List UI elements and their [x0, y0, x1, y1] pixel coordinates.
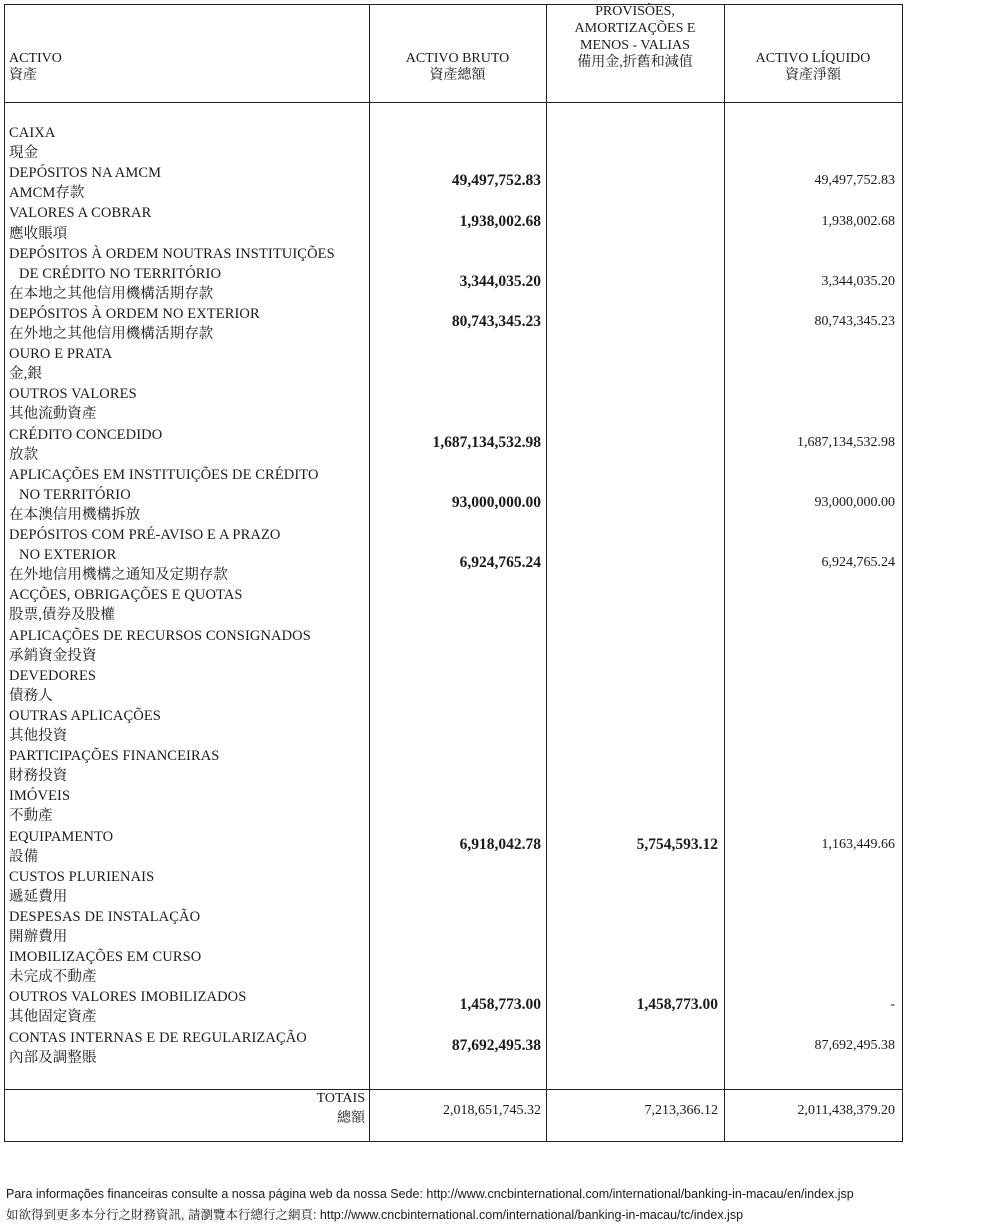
activo-bruto-value: 3,344,035.20 — [459, 272, 541, 290]
header-activo-zh: 資產 — [9, 68, 37, 83]
header-divider — [5, 102, 902, 103]
activo-liquido-value: 93,000,000.00 — [814, 494, 895, 510]
account-label-line: 其他投資 — [9, 728, 68, 744]
account-label-line: IMÓVEIS — [9, 788, 71, 805]
account-label-line: CUSTOS PLURIENAIS — [9, 868, 155, 885]
account-label-line: 不動產 — [9, 808, 53, 825]
account-label-line: NO EXTERIOR — [19, 547, 117, 564]
header-bruto-zh: 資產總額 — [429, 68, 486, 83]
account-label-line: OUTROS VALORES — [9, 386, 137, 403]
header-prov-zh: 備用金,折舊和減值 — [577, 55, 693, 70]
account-label-line: CRÉDITO CONCEDIDO — [9, 426, 163, 443]
totals-divider — [5, 1089, 902, 1090]
account-label-line: 現金 — [9, 145, 39, 162]
activo-bruto-value: 1,687,134,532.98 — [432, 433, 541, 451]
account-label-line: 在外地之其他信用機構活期存款 — [9, 326, 214, 342]
provisoes-value: 1,458,773.00 — [636, 996, 718, 1014]
account-label-line: 開辦費用 — [9, 929, 68, 945]
activo-bruto-value: 87,692,495.38 — [451, 1036, 541, 1054]
totals-label-pt: TOTAIS — [316, 1091, 365, 1106]
account-label-line: 債務人 — [9, 687, 53, 704]
header-activo-bruto — [369, 50, 546, 84]
activo-liquido-value: 80,743,345.23 — [814, 314, 895, 329]
account-label-line: 內部及調整賬 — [9, 1049, 97, 1066]
account-label-line: CAIXA — [9, 125, 56, 141]
activo-bruto-value: 1,938,002.68 — [459, 212, 541, 230]
header-liquido-pt: ACTIVO LÍQUIDO — [755, 51, 871, 66]
header-bruto-pt: ACTIVO BRUTO — [405, 51, 510, 66]
activo-liquido-value: 49,497,752.83 — [814, 173, 895, 189]
activo-liquido-value: 1,687,134,532.98 — [797, 434, 895, 450]
total-activo-liquido: 2,011,438,379.20 — [797, 1103, 895, 1118]
header-prov-pt-1: PROVISÕES, — [595, 4, 675, 19]
footer-line-pt: Para informações financeiras consulte a nossa página web da nossa Sede: http://www.cncbinternational.com/international/banking-in-macau/en/index.jsp — [6, 1187, 854, 1201]
footer-note — [6, 1184, 854, 1226]
total-activo-bruto: 2,018,651,745.32 — [443, 1103, 541, 1118]
header-provisoes — [546, 3, 724, 71]
account-label-line: 財務投資 — [9, 768, 68, 785]
account-label-line: DE CRÉDITO NO TERRITÓRIO — [19, 265, 222, 282]
header-prov-pt-3: MENOS - VALIAS — [580, 38, 690, 53]
account-label-line: ACÇÕES, OBRIGAÇÕES E QUOTAS — [9, 587, 243, 604]
activo-liquido-value: 87,692,495.38 — [814, 1037, 895, 1053]
account-label-line: DEPÓSITOS COM PRÉ-AVISO E A PRAZO — [9, 527, 281, 543]
account-label-line: APLICAÇÕES EM INSTITUIÇÕES DE CRÉDITO — [9, 466, 319, 483]
account-label-line: 其他流動資產 — [9, 406, 97, 423]
account-label-line: 設備 — [9, 848, 39, 865]
activo-bruto-value: 6,924,765.24 — [459, 554, 541, 572]
column-divider — [546, 5, 547, 1141]
account-label-line: DESPESAS DE INSTALAÇÃO — [9, 908, 201, 925]
provisoes-value: 5,754,593.12 — [636, 835, 718, 853]
header-activo-pt: ACTIVO — [9, 51, 62, 66]
account-label-line: APLICAÇÕES DE RECURSOS CONSIGNADOS — [9, 627, 311, 644]
balance-sheet-table — [4, 4, 903, 1142]
account-label-line: 金,銀 — [9, 366, 42, 383]
account-label-line: PARTICIPAÇÕES FINANCEIRAS — [9, 748, 220, 765]
account-label-line: AMCM存款 — [9, 185, 85, 202]
activo-bruto-value: 49,497,752.83 — [451, 172, 541, 190]
account-label-line: 應收賬項 — [9, 225, 68, 242]
totals-label — [205, 1089, 365, 1129]
account-label-line: DEVEDORES — [9, 667, 97, 684]
account-label-line: EQUIPAMENTO — [9, 828, 114, 845]
activo-bruto-value: 6,918,042.78 — [459, 835, 541, 853]
activo-liquido-value: 3,344,035.20 — [821, 273, 895, 289]
account-label-line: DEPÓSITOS À ORDEM NOUTRAS INSTITUIÇÕES — [9, 245, 335, 262]
footer-line-zh: 如欲得到更多本分行之財務資訊, 請瀏覽本行總行之網頁: http://www.cncbinternational.com/international/banking-in-macau/tc/index.jsp — [6, 1208, 744, 1222]
account-label-line: DEPÓSITOS À ORDEM NO EXTERIOR — [9, 305, 260, 322]
account-label-line: 承銷資金投資 — [9, 647, 97, 664]
activo-bruto-value: 93,000,000.00 — [451, 493, 541, 511]
account-label-line: 在外地信用機構之通知及定期存款 — [9, 567, 228, 584]
header-activo — [9, 50, 62, 84]
header-activo-liquido — [724, 50, 902, 84]
account-label-line: 遞延費用 — [9, 888, 68, 905]
account-label-line: OUTROS VALORES IMOBILIZADOS — [9, 989, 247, 1006]
header-prov-pt-2: AMORTIZAÇÕES E — [574, 21, 696, 36]
account-label-line: IMOBILIZAÇÕES EM CURSO — [9, 949, 202, 966]
account-label-line: 其他固定資產 — [9, 1009, 97, 1026]
account-label-line: DEPÓSITOS NA AMCM — [9, 165, 162, 182]
total-provisoes: 7,213,366.12 — [644, 1103, 718, 1118]
totals-label-zh: 總額 — [337, 1111, 365, 1126]
activo-liquido-value: 1,938,002.68 — [821, 213, 895, 229]
account-label-line: 放款 — [9, 446, 39, 463]
account-label-line: 在本澳信用機構拆放 — [9, 506, 141, 523]
activo-bruto-value: 1,458,773.00 — [459, 996, 541, 1014]
activo-liquido-value: - — [890, 997, 895, 1013]
account-label-line: OUTRAS APLICAÇÕES — [9, 707, 161, 724]
account-label-line: 股票,債券及股權 — [9, 607, 115, 624]
account-label-line: OURO E PRATA — [9, 346, 113, 363]
account-label-line: 在本地之其他信用機構活期存款 — [9, 285, 214, 302]
activo-bruto-value: 80,743,345.23 — [451, 313, 541, 330]
activo-liquido-value: 1,163,449.66 — [821, 836, 895, 852]
account-label-line: NO TERRITÓRIO — [19, 486, 131, 503]
header-liquido-zh: 資產淨額 — [785, 68, 841, 83]
account-label-line: 未完成不動產 — [9, 969, 97, 986]
activo-liquido-value: 6,924,765.24 — [821, 555, 895, 571]
account-label-line: CONTAS INTERNAS E DE REGULARIZAÇÃO — [9, 1029, 307, 1046]
account-label-line: VALORES A COBRAR — [9, 205, 152, 222]
